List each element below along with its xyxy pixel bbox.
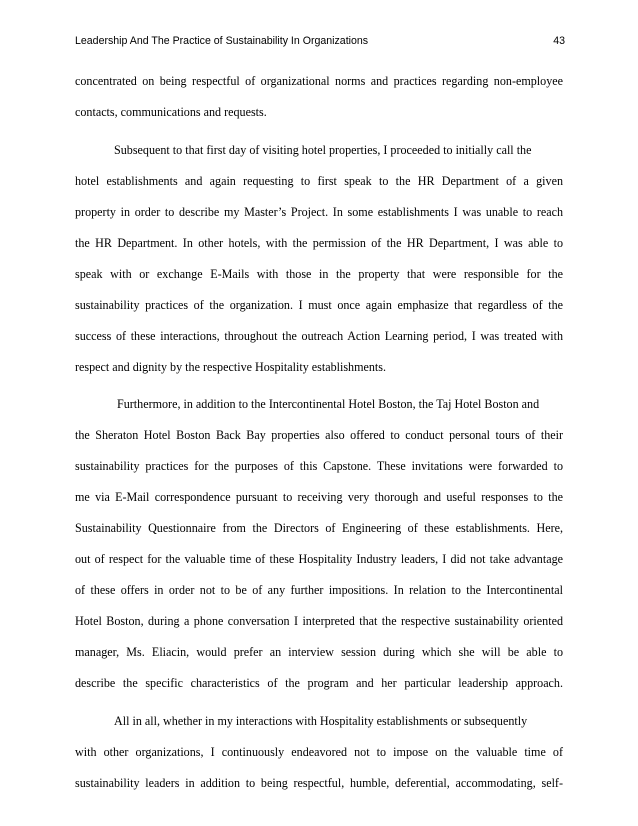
text-line: speak with or exchange E-Mails with those in the property that were responsible for the [75, 267, 563, 281]
page-number: 43 [553, 35, 565, 47]
running-header-title: Leadership And The Practice of Sustainability In Organizations [75, 35, 369, 47]
text-line: property in order to describe my Master’s Project. In some establishments I was unable to reach [75, 205, 563, 219]
text-line: describe the specific characteristics of the program and her particular leadership approach. [75, 676, 563, 690]
text-line: manager, Ms. Eliacin, would prefer an interview session during which she will be able to [75, 645, 563, 659]
text-line: sustainability leaders in addition to being respectful, humble, deferential, accommodating, self- [75, 776, 563, 790]
text-line: concentrated on being respectful of organizational norms and practices regarding non-employee [75, 74, 563, 88]
text-line: success of these interactions, throughout the outreach Action Learning period, I was treated with [75, 329, 563, 343]
text-line: sustainability practices of the organization. I must once again emphasize that regardless of the [75, 298, 563, 312]
text-line: of these offers in order not to be of any further impositions. In relation to the Intercontinental [75, 583, 563, 597]
text-line: contacts, communications and requests. [75, 105, 267, 119]
text-line: me via E-Mail correspondence pursuant to receiving very thorough and useful responses to the [75, 490, 563, 504]
text-line: All in all, whether in my interactions with Hospitality establishments or subsequently [114, 714, 528, 728]
text-line: out of respect for the valuable time of these Hospitality Industry leaders, I did not take advantage [75, 552, 563, 566]
text-line: Hotel Boston, during a phone conversation I interpreted that the respective sustainability oriented [75, 614, 563, 628]
text-line: Subsequent to that first day of visiting hotel properties, I proceeded to initially call the [114, 143, 532, 157]
text-line: respect and dignity by the respective Hospitality establishments. [75, 360, 387, 374]
text-line: hotel establishments and again requesting to first speak to the HR Department of a given [75, 174, 563, 188]
text-line: Sustainability Questionnaire from the Directors of Engineering of these establishments. Here, [75, 521, 563, 535]
text-line: the HR Department. In other hotels, with the permission of the HR Department, I was able to [75, 236, 563, 250]
text-line: with other organizations, I continuously endeavored not to impose on the valuable time of [75, 745, 563, 759]
text-line: the Sheraton Hotel Boston Back Bay properties also offered to conduct personal tours of their [75, 428, 563, 442]
text-line: sustainability practices for the purposes of this Capstone. These invitations were forwarded to [75, 459, 563, 473]
text-line: Furthermore, in addition to the Intercontinental Hotel Boston, the Taj Hotel Boston and [117, 397, 540, 411]
